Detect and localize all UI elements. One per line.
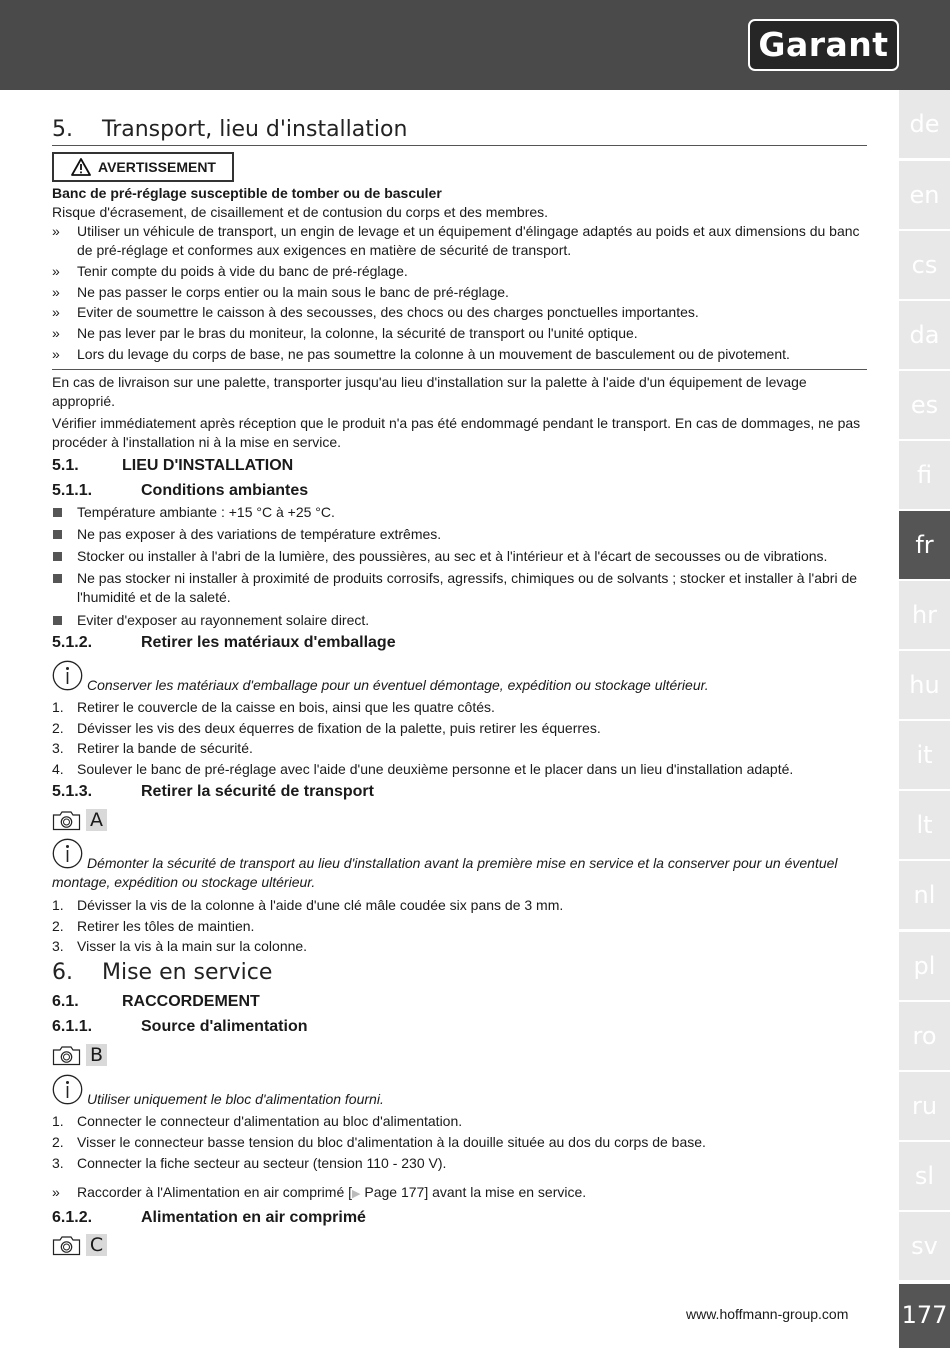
- item-text: Ne pas lever par le bras du moniteur, la colonne, la sécurité de transport ou l'unité optique.: [77, 325, 638, 341]
- lang-tab-sl[interactable]: sl: [899, 1142, 950, 1210]
- section-number: 5.1.2.: [52, 634, 93, 651]
- header-bar: [0, 0, 950, 90]
- info-icon: [52, 838, 83, 869]
- warning-item: [52, 283, 867, 302]
- step-text: Dévisser les vis des deux équerres de fixation de la palette, puis retirer les équerres.: [77, 720, 601, 736]
- step-text: Soulever le banc de pré-réglage avec l'aide d'une deuxième personne et le placer dans un lieu d'installation adapté.: [77, 761, 794, 777]
- item-text: Tenir compte du poids à vide du banc de pré-réglage.: [77, 263, 408, 279]
- lang-tab-en[interactable]: en: [899, 161, 950, 229]
- info-text: Utiliser uniquement le bloc d'alimentation fourni.: [87, 1091, 384, 1107]
- lang-tab-pl[interactable]: pl: [899, 932, 950, 1000]
- step-number: 2.: [52, 720, 64, 736]
- step-text: Visser la vis à la main sur la colonne.: [77, 938, 308, 954]
- ref-text-after[interactable]: Page 177] avant la mise en service.: [360, 1184, 587, 1200]
- camera-icon: [52, 1234, 81, 1256]
- bullet-item: [52, 547, 867, 566]
- step-text: Visser le connecteur basse tension du bloc d'alimentation à la douille située au dos du corps de base.: [77, 1134, 706, 1150]
- info-text: Conserver les matériaux d'emballage pour un éventuel démontage, expédition ou stockage ultérieur.: [87, 677, 709, 693]
- step-text: Connecter le connecteur d'alimentation au bloc d'alimentation.: [77, 1113, 463, 1129]
- step-number: 1.: [52, 1113, 64, 1129]
- lang-tab-hu[interactable]: hu: [899, 651, 950, 719]
- warning-heading: Banc de pré-réglage susceptible de tomber ou de basculer: [52, 185, 442, 201]
- item-marker: »: [52, 263, 60, 279]
- section-number: 5.: [52, 117, 73, 142]
- paragraph: Vérifier immédiatement après réception que le produit n'a pas été endommagé pendant le transport. En cas de dommages, ne pas procéder à l'installation ni à la mise en service.: [52, 415, 861, 450]
- item-text: Stocker ou installer à l'abri de la lumière, des poussières, au sec et à l'intérieur et à l'écart de secousses ou de vibrations.: [77, 548, 828, 564]
- camera-icon: [52, 809, 81, 831]
- step-number: 2.: [52, 918, 64, 934]
- lang-tab-lt[interactable]: lt: [899, 791, 950, 859]
- item-text: Eviter d'exposer au rayonnement solaire direct.: [77, 612, 370, 628]
- warning-item: [52, 324, 867, 343]
- step-item: [52, 739, 867, 758]
- step-number: 3.: [52, 1155, 64, 1171]
- lang-tab-fr[interactable]: fr: [899, 511, 950, 579]
- step-item: [52, 1154, 867, 1173]
- item-text: Eviter de soumettre le caisson à des secousses, des chocs ou des charges ponctuelles importantes.: [77, 304, 699, 320]
- item-marker: »: [52, 1184, 60, 1200]
- section-title: Transport, lieu d'installation: [102, 117, 408, 142]
- lang-tab-es[interactable]: es: [899, 371, 950, 439]
- info-note: [52, 854, 867, 892]
- step-number: 1.: [52, 699, 64, 715]
- step-item: [52, 896, 867, 915]
- step-item: [52, 698, 867, 717]
- info-icon: [52, 660, 83, 691]
- item-text: Ne pas passer le corps entier ou la main sous le banc de pré-réglage.: [77, 284, 509, 300]
- section-number: 5.1.: [52, 457, 79, 474]
- warning-item: [52, 345, 867, 364]
- section-title: Mise en service: [102, 960, 273, 985]
- lang-tab-da[interactable]: da: [899, 301, 950, 369]
- bullet-square-icon: [53, 616, 62, 625]
- info-text: Démonter la sécurité de transport au lieu d'installation avant la première mise en service et la conserver pour un éventuel montage, expédition ou stockage ultérieur.: [52, 855, 838, 890]
- step-number: 2.: [52, 1134, 64, 1150]
- ref-text-before: Raccorder à l'Alimentation en air comprimé [: [77, 1184, 353, 1200]
- section-number: 5.1.1.: [52, 482, 93, 499]
- section-title: LIEU D'INSTALLATION: [122, 457, 294, 474]
- step-text: Connecter la fiche secteur au secteur (tension 110 - 230 V).: [77, 1155, 447, 1171]
- item-text: Utiliser un véhicule de transport, un engin de levage et un équipement d'élingage adaptés au poids et aux dimensions du banc de pré-réglage et conformes aux exigences en matière de sécurité de transport.: [77, 223, 860, 258]
- section-number: 6.1.: [52, 993, 79, 1010]
- step-item: [52, 917, 867, 936]
- step-text: Retirer les tôles de maintien.: [77, 918, 255, 934]
- item-marker: »: [52, 284, 60, 300]
- section-number: 6.1.1.: [52, 1018, 93, 1035]
- lang-tab-cs[interactable]: cs: [899, 231, 950, 299]
- warning-item: [52, 262, 867, 281]
- footer-url[interactable]: www.hoffmann-group.com: [686, 1306, 849, 1322]
- page-number: 177: [899, 1284, 950, 1348]
- step-number: 4.: [52, 761, 64, 777]
- section-title: RACCORDEMENT: [122, 993, 260, 1010]
- section-title: Retirer la sécurité de transport: [141, 783, 374, 800]
- warning-label-box: [52, 152, 234, 182]
- lang-tab-ru[interactable]: ru: [899, 1072, 950, 1140]
- bullet-square-icon: [53, 574, 62, 583]
- item-marker: »: [52, 325, 60, 341]
- section-number: 5.1.3.: [52, 783, 93, 800]
- figure-label[interactable]: A: [86, 809, 107, 831]
- warning-text: Risque d'écrasement, de cisaillement et de contusion du corps et des membres.: [52, 204, 549, 220]
- item-marker: »: [52, 223, 60, 239]
- step-item: [52, 937, 867, 956]
- info-icon: [52, 1074, 83, 1105]
- lang-tab-sv[interactable]: sv: [899, 1212, 950, 1280]
- info-note: [52, 1090, 867, 1109]
- lang-tab-de[interactable]: de: [899, 90, 950, 158]
- figure-label[interactable]: C: [86, 1234, 107, 1256]
- section-number: 6.: [52, 960, 73, 985]
- lang-tab-ro[interactable]: ro: [899, 1002, 950, 1070]
- item-text: Température ambiante : +15 °C à +25 °C.: [77, 504, 335, 520]
- bullet-item: [52, 611, 867, 630]
- language-sidebar: [899, 90, 950, 1348]
- warning-item: [52, 303, 867, 322]
- warning-item: [52, 222, 867, 260]
- step-number: 1.: [52, 897, 64, 913]
- step-text: Retirer la bande de sécurité.: [77, 740, 253, 756]
- bullet-item: [52, 569, 867, 607]
- step-number: 3.: [52, 740, 64, 756]
- bullet-square-icon: [53, 508, 62, 517]
- page-ref-arrow-icon[interactable]: ▶: [352, 1188, 361, 1200]
- step-number: 3.: [52, 938, 64, 954]
- lang-tab-it[interactable]: it: [899, 721, 950, 789]
- lang-tab-nl[interactable]: nl: [899, 861, 950, 929]
- step-item: [52, 760, 867, 779]
- item-text: Lors du levage du corps de base, ne pas soumettre la colonne à un mouvement de basculement ou de pivotement.: [77, 346, 790, 362]
- item-marker: »: [52, 346, 60, 362]
- step-text: Dévisser la vis de la colonne à l'aide d'une clé mâle coudée six pans de 3 mm.: [77, 897, 564, 913]
- heading-rule: [52, 145, 867, 146]
- info-note: [52, 676, 867, 695]
- item-text: Ne pas stocker ni installer à proximité de produits corrosifs, agressifs, chimiques ou de solvants ; stocker et installer à l'abri de l'humidité et de la saleté.: [77, 570, 858, 605]
- step-text: Retirer le couvercle de la caisse en bois, ainsi que les quatre côtés.: [77, 699, 495, 715]
- cross-reference-item: [52, 1183, 867, 1204]
- figure-label[interactable]: B: [86, 1044, 107, 1066]
- step-item: [52, 719, 867, 738]
- cross-reference-text: [77, 1183, 867, 1204]
- section-title: Conditions ambiantes: [141, 482, 309, 499]
- bullet-item: [52, 503, 867, 522]
- section-number: 6.1.2.: [52, 1209, 93, 1226]
- warning-label: AVERTISSEMENT: [98, 159, 216, 175]
- warning-triangle-icon: [71, 158, 91, 176]
- garant-logo: Garant: [748, 19, 899, 71]
- item-text: Ne pas exposer à des variations de température extrêmes.: [77, 526, 442, 542]
- camera-icon: [52, 1044, 81, 1066]
- lang-tab-hr[interactable]: hr: [899, 581, 950, 649]
- paragraph: En cas de livraison sur une palette, transporter jusqu'au lieu d'installation sur la palette à l'aide d'un équipement de levage approprié.: [52, 374, 807, 409]
- section-title: Source d'alimentation: [141, 1018, 308, 1035]
- bullet-square-icon: [53, 552, 62, 561]
- section-title: Retirer les matériaux d'emballage: [141, 634, 396, 651]
- step-item: [52, 1112, 867, 1131]
- item-marker: »: [52, 304, 60, 320]
- section-title: Alimentation en air comprimé: [141, 1209, 366, 1226]
- bullet-square-icon: [53, 530, 62, 539]
- step-item: [52, 1133, 867, 1152]
- lang-tab-fi[interactable]: fi: [899, 441, 950, 509]
- bullet-item: [52, 525, 867, 544]
- warning-end-rule: [52, 369, 867, 370]
